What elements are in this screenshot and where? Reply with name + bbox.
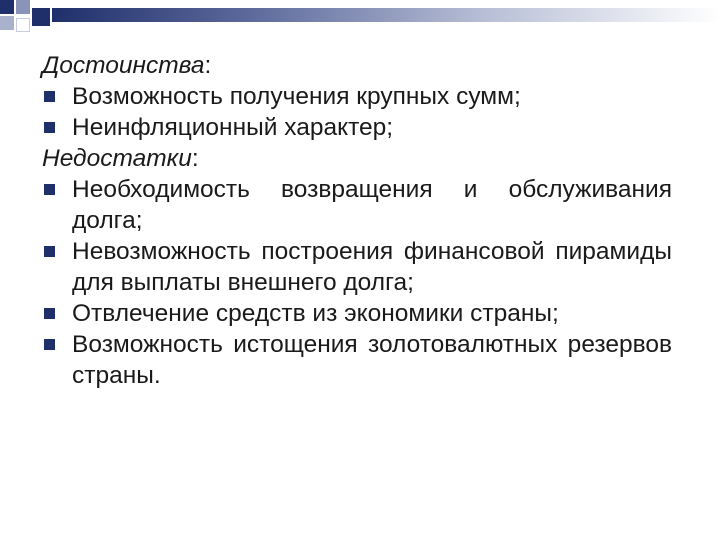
disadvantages-heading [42,143,672,174]
advantages-heading [42,50,672,81]
advantages-heading-colon: : [204,52,212,79]
square-bullet-icon [44,91,55,102]
advantages-list [42,81,672,143]
slide-content [42,50,672,391]
decor-square-3 [0,16,14,30]
decor-square-1 [0,0,14,14]
square-bullet-icon [44,308,55,319]
disadvantages-heading-text: Недостатки [42,145,192,172]
square-bullet-icon [44,184,55,195]
disadvantages-list [42,174,672,391]
list-item [42,112,672,143]
list-item [42,298,672,329]
list-item [42,174,672,236]
list-item [42,236,672,298]
square-bullet-icon [44,339,55,350]
decor-square-5 [16,18,30,32]
list-item-text: Необходимость возвращения и обслуживания долга; [72,176,672,234]
list-item-text: Отвлечение средств из экономики страны; [72,300,559,327]
list-item-text: Возможность получения крупных сумм; [72,83,521,110]
square-bullet-icon [44,246,55,257]
advantages-heading-text: Достоинства [42,52,205,79]
list-item [42,329,672,391]
decor-square-2 [16,0,30,14]
square-bullet-icon [44,122,55,133]
disadvantages-heading-colon: : [191,145,199,172]
header-gradient-band [52,8,720,22]
decor-square-4 [32,8,50,26]
list-item-text: Невозможность построения финансовой пирамиды для выплаты внешнего долга; [72,238,672,296]
list-item-text: Неинфляционный характер; [72,114,394,141]
list-item-text: Возможность истощения золотовалютных резервов страны. [72,331,672,389]
list-item [42,81,672,112]
